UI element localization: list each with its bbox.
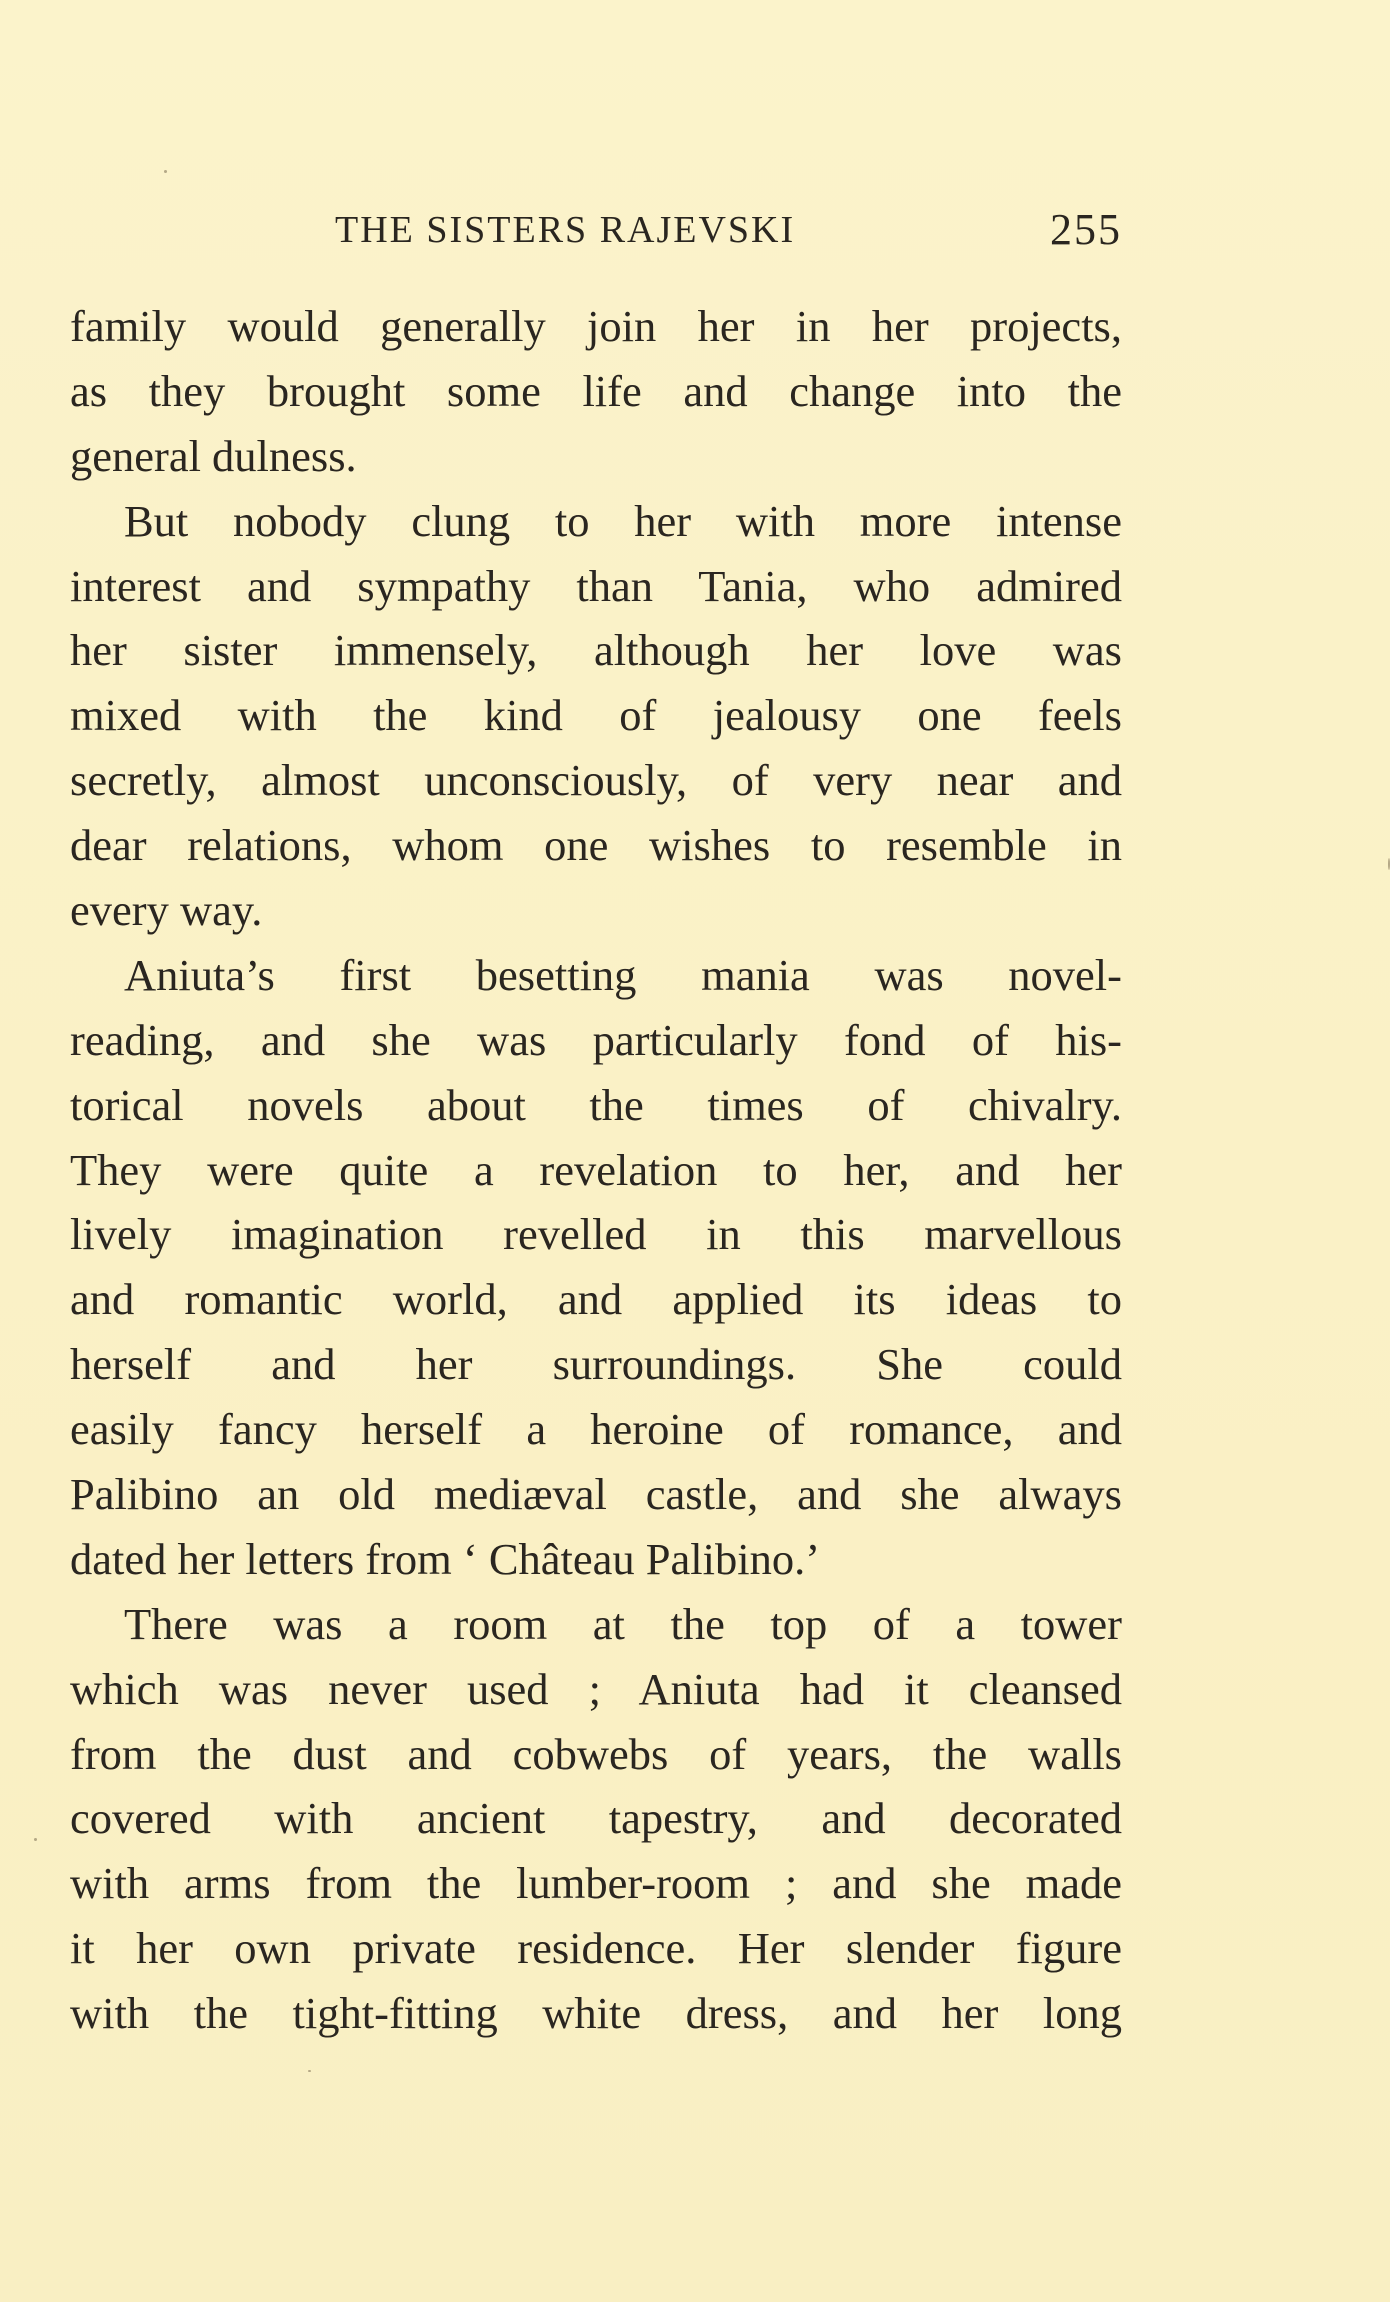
text-line: lively imagination revelled in this marvellous: [70, 1209, 1122, 1260]
text-line: every way.: [70, 885, 263, 936]
paper-speck: [34, 1838, 37, 1841]
text-line: dear relations, whom one wishes to resemble in: [70, 820, 1122, 871]
text-line: mixed with the kind of jealousy one feels: [70, 690, 1122, 741]
text-line: reading, and she was particularly fond of his-: [70, 1014, 1122, 1065]
page-number: 255: [1050, 205, 1122, 254]
text-line: Palibino an old mediæval castle, and she always: [70, 1469, 1122, 1520]
text-line: and romantic world, and applied its ideas to: [70, 1274, 1122, 1325]
text-line: from the dust and cobwebs of years, the walls: [70, 1728, 1122, 1779]
text-line: general dulness.: [70, 430, 357, 481]
text-line: torical novels about the times of chivalry.: [70, 1079, 1122, 1130]
body-text: [70, 294, 1122, 2046]
paper-speck: [308, 2070, 311, 2072]
text-line: herself and her surroundings. She could: [70, 1339, 1122, 1390]
text-line: as they brought some life and change into the: [70, 365, 1122, 416]
text-line: with the tight-fitting white dress, and her long: [70, 1988, 1122, 2039]
text-line: Aniuta’s first besetting mania was novel-: [124, 949, 1122, 1000]
text-line: it her own private residence. Her slender figure: [70, 1923, 1122, 1974]
text-line: her sister immensely, although her love was: [70, 625, 1122, 676]
text-line: interest and sympathy than Tania, who admired: [70, 560, 1122, 611]
text-line: There was a room at the top of a tower: [124, 1598, 1122, 1649]
text-line: family would generally join her in her projects,: [70, 301, 1122, 351]
text-line: covered with ancient tapestry, and decorated: [70, 1793, 1122, 1844]
text-line: secretly, almost unconsciously, of very near and: [70, 755, 1122, 806]
text-line: easily fancy herself a heroine of romance, and: [70, 1404, 1122, 1455]
text-line: But nobody clung to her with more intense: [124, 495, 1122, 546]
paper-speck: [164, 170, 167, 173]
text-line: which was never used ; Aniuta had it cleansed: [70, 1663, 1122, 1714]
page-header: [70, 200, 1122, 260]
text-line: with arms from the lumber-room ; and she made: [70, 1858, 1122, 1909]
text-line: They were quite a revelation to her, and her: [70, 1144, 1122, 1195]
text-line: dated her letters from ‘ Château Palibino.’: [70, 1533, 821, 1584]
running-title: THE SISTERS RAJEVSKI: [335, 209, 796, 251]
